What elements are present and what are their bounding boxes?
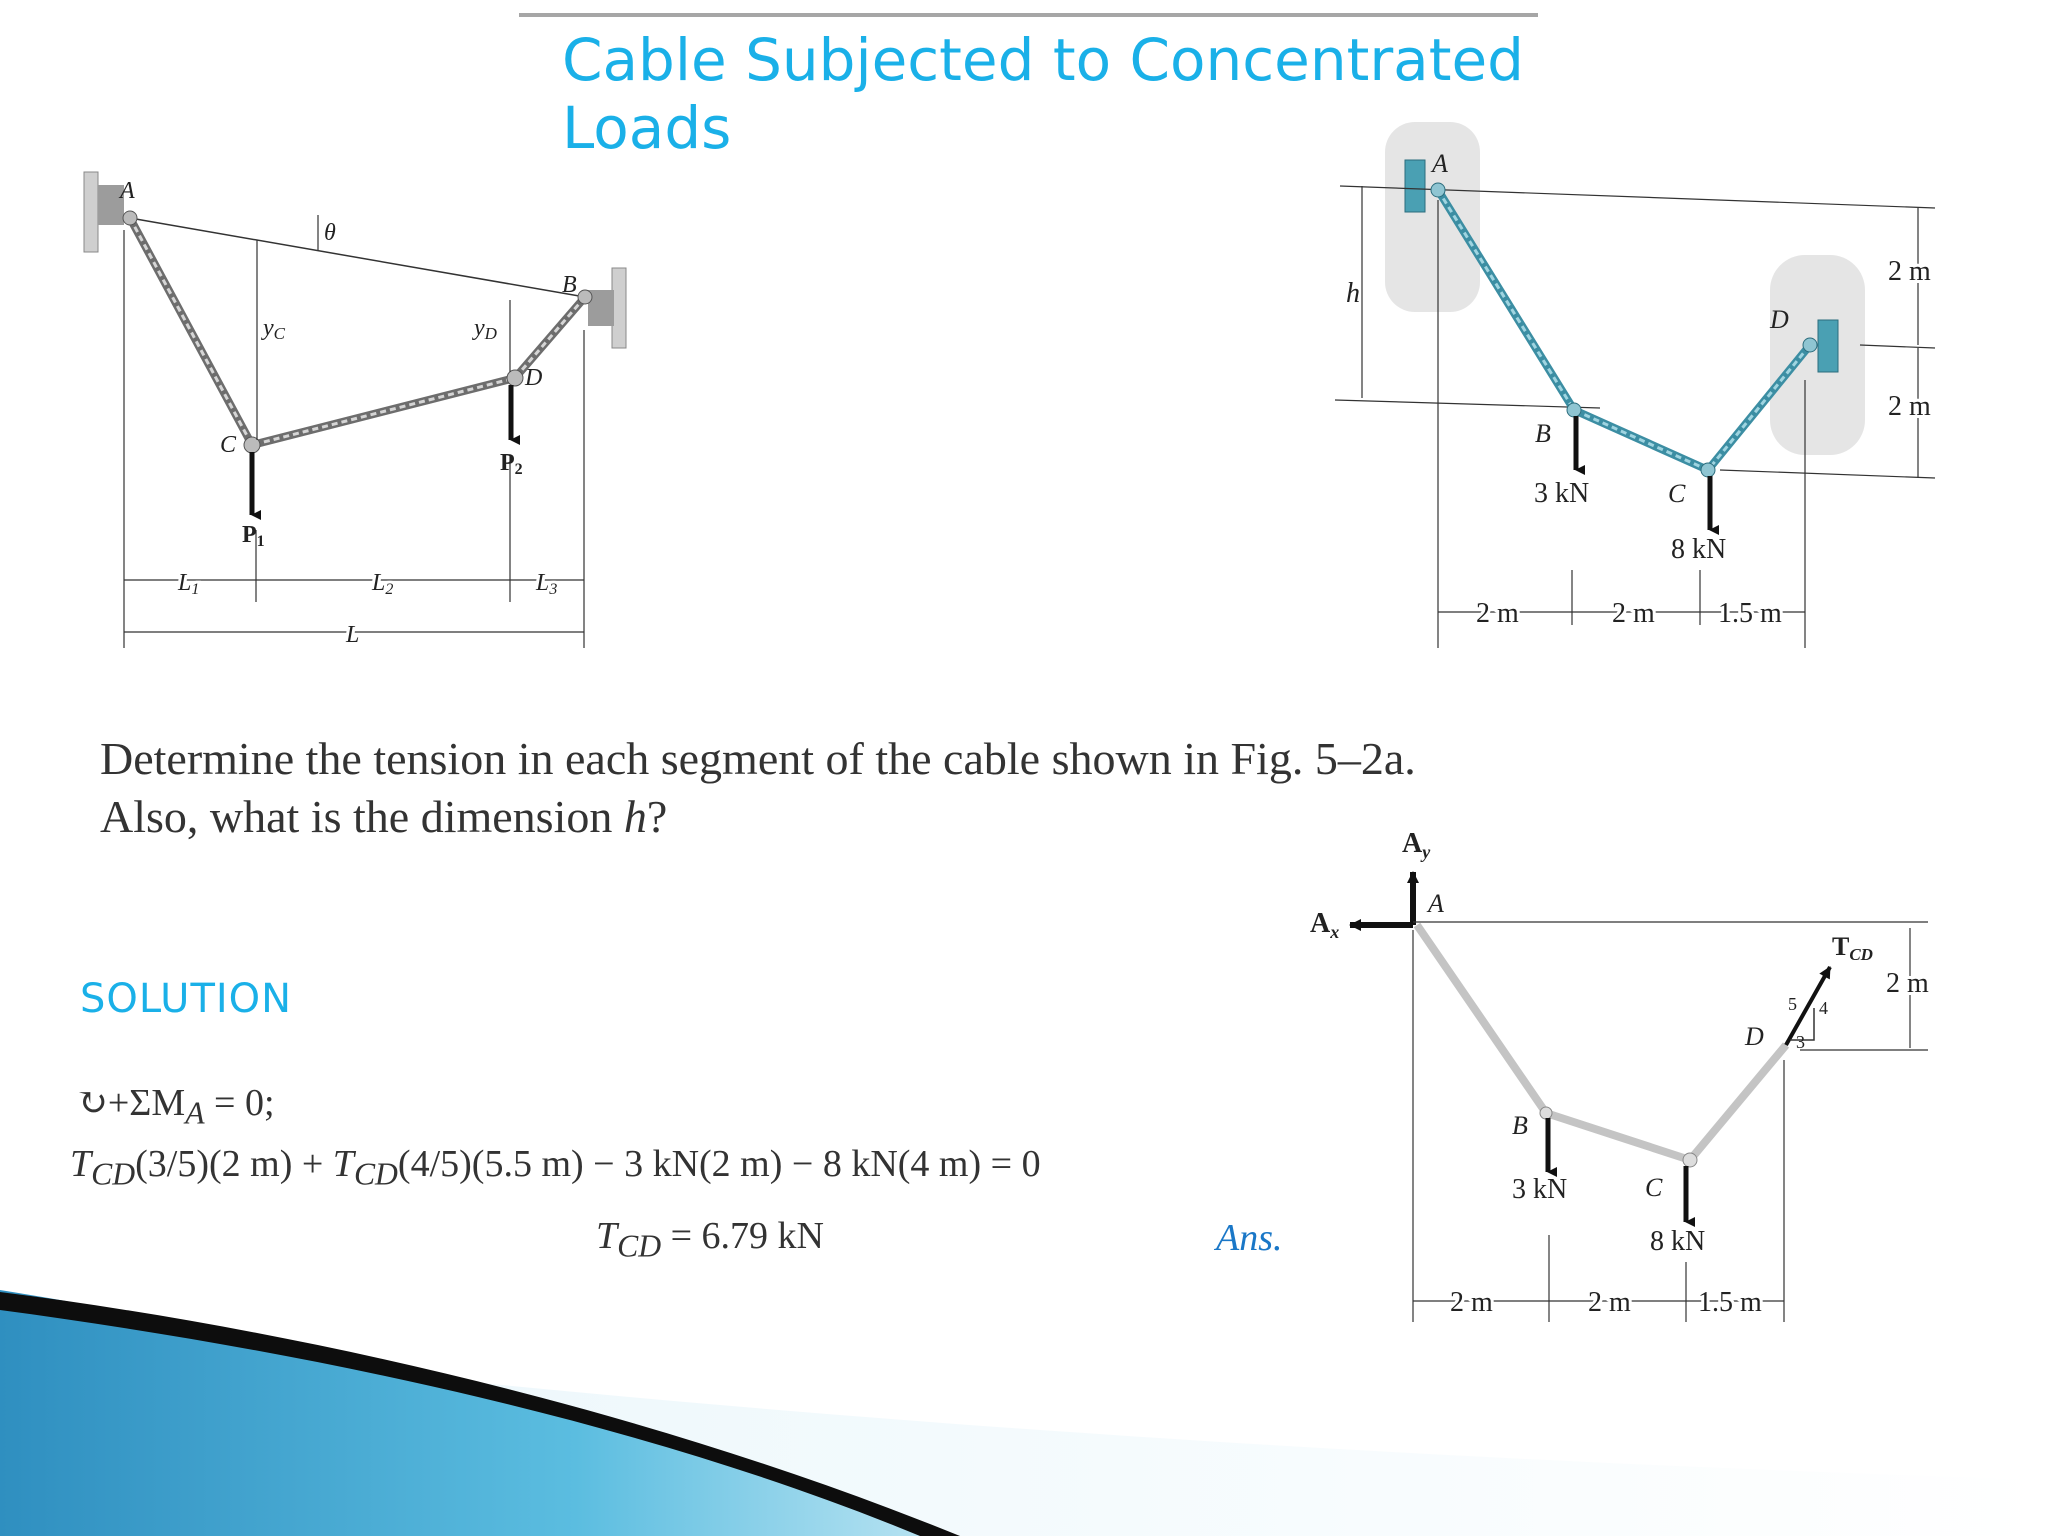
example-dim-right-bottom: 2 m: [1888, 391, 1931, 422]
label-l2: L2: [372, 570, 394, 598]
problem-line-2: Also, what is the dimension h?: [100, 791, 668, 842]
label-yc: yC: [263, 315, 285, 343]
equation-sum: $T_{CD}(3/5)(2$ $m) + T_{CD}(4/5)(5.5$ m) − 3 kN(2 m) − 8 kN(4 m) = 0: [70, 1143, 1041, 1192]
moment-icon: ↻: [76, 1082, 108, 1124]
label-theta: θ: [324, 220, 336, 246]
fbd-dim-right-label: 2 m: [1886, 968, 1929, 999]
fbd-slope-3: 3: [1796, 1032, 1805, 1052]
label-p1: P1: [242, 522, 265, 550]
label-l1: L1: [178, 570, 200, 598]
label-p2: P2: [500, 450, 523, 478]
problem-line-1: Determine the tension in each segment of the cable shown in Fig. 5–2a.: [100, 733, 1416, 784]
label-yd: yD: [474, 315, 497, 343]
example-label-b: B: [1535, 419, 1551, 448]
example-dim-right-top: 2 m: [1888, 256, 1931, 287]
solution-heading: SOLUTION: [80, 976, 293, 1022]
title-line-1: Cable Subjected to Concentrated: [562, 26, 1524, 94]
fbd-dim-b1: 2 m: [1450, 1287, 1493, 1318]
label-c: C: [220, 432, 237, 458]
fbd-label-ax: $A_x$: [1310, 908, 1340, 942]
example-label-h: h: [1346, 278, 1360, 309]
fbd-label-d: D: [1745, 1022, 1764, 1051]
fbd-dim-b2: 2 m: [1588, 1287, 1631, 1318]
example-label-a: A: [1432, 149, 1448, 178]
example-label-c: C: [1668, 479, 1686, 508]
fbd-label-c: C: [1645, 1173, 1663, 1202]
fbd-load-c: 8 kN: [1650, 1226, 1706, 1257]
label-a: A: [120, 178, 135, 204]
example-load-c: 8 kN: [1671, 534, 1727, 565]
fbd-label-ay: $A_y$: [1402, 828, 1431, 862]
example-load-b: 3 kN: [1534, 478, 1590, 509]
label-l3: L3: [536, 570, 558, 598]
answer-tag: Ans.: [1216, 1217, 1283, 1259]
title-line-2: Loads: [562, 94, 732, 162]
fbd-label-a: A: [1428, 889, 1444, 918]
example-dim-b2: 2 m: [1612, 598, 1655, 629]
label-l: L: [346, 622, 360, 648]
fbd-dim-b3: 1.5 m: [1698, 1287, 1762, 1318]
label-d: D: [525, 365, 543, 391]
example-label-d: D: [1770, 305, 1789, 334]
label-b: B: [562, 272, 577, 298]
fbd-load-b: 3 kN: [1512, 1174, 1568, 1205]
equation-moment: $↻+\Sigma M_A = 0$;: [76, 1082, 275, 1131]
fbd-label-tcd: TCD: [1832, 932, 1873, 964]
example-dim-b3: 1.5 m: [1718, 598, 1782, 629]
equation-result: $T_{CD} = 6.79$ kN: [596, 1215, 824, 1264]
fbd-label-b: B: [1512, 1111, 1528, 1140]
fbd-slope-4: 4: [1819, 998, 1828, 1018]
fbd-slope-5: 5: [1788, 994, 1797, 1014]
example-dim-b1: 2 m: [1476, 598, 1519, 629]
